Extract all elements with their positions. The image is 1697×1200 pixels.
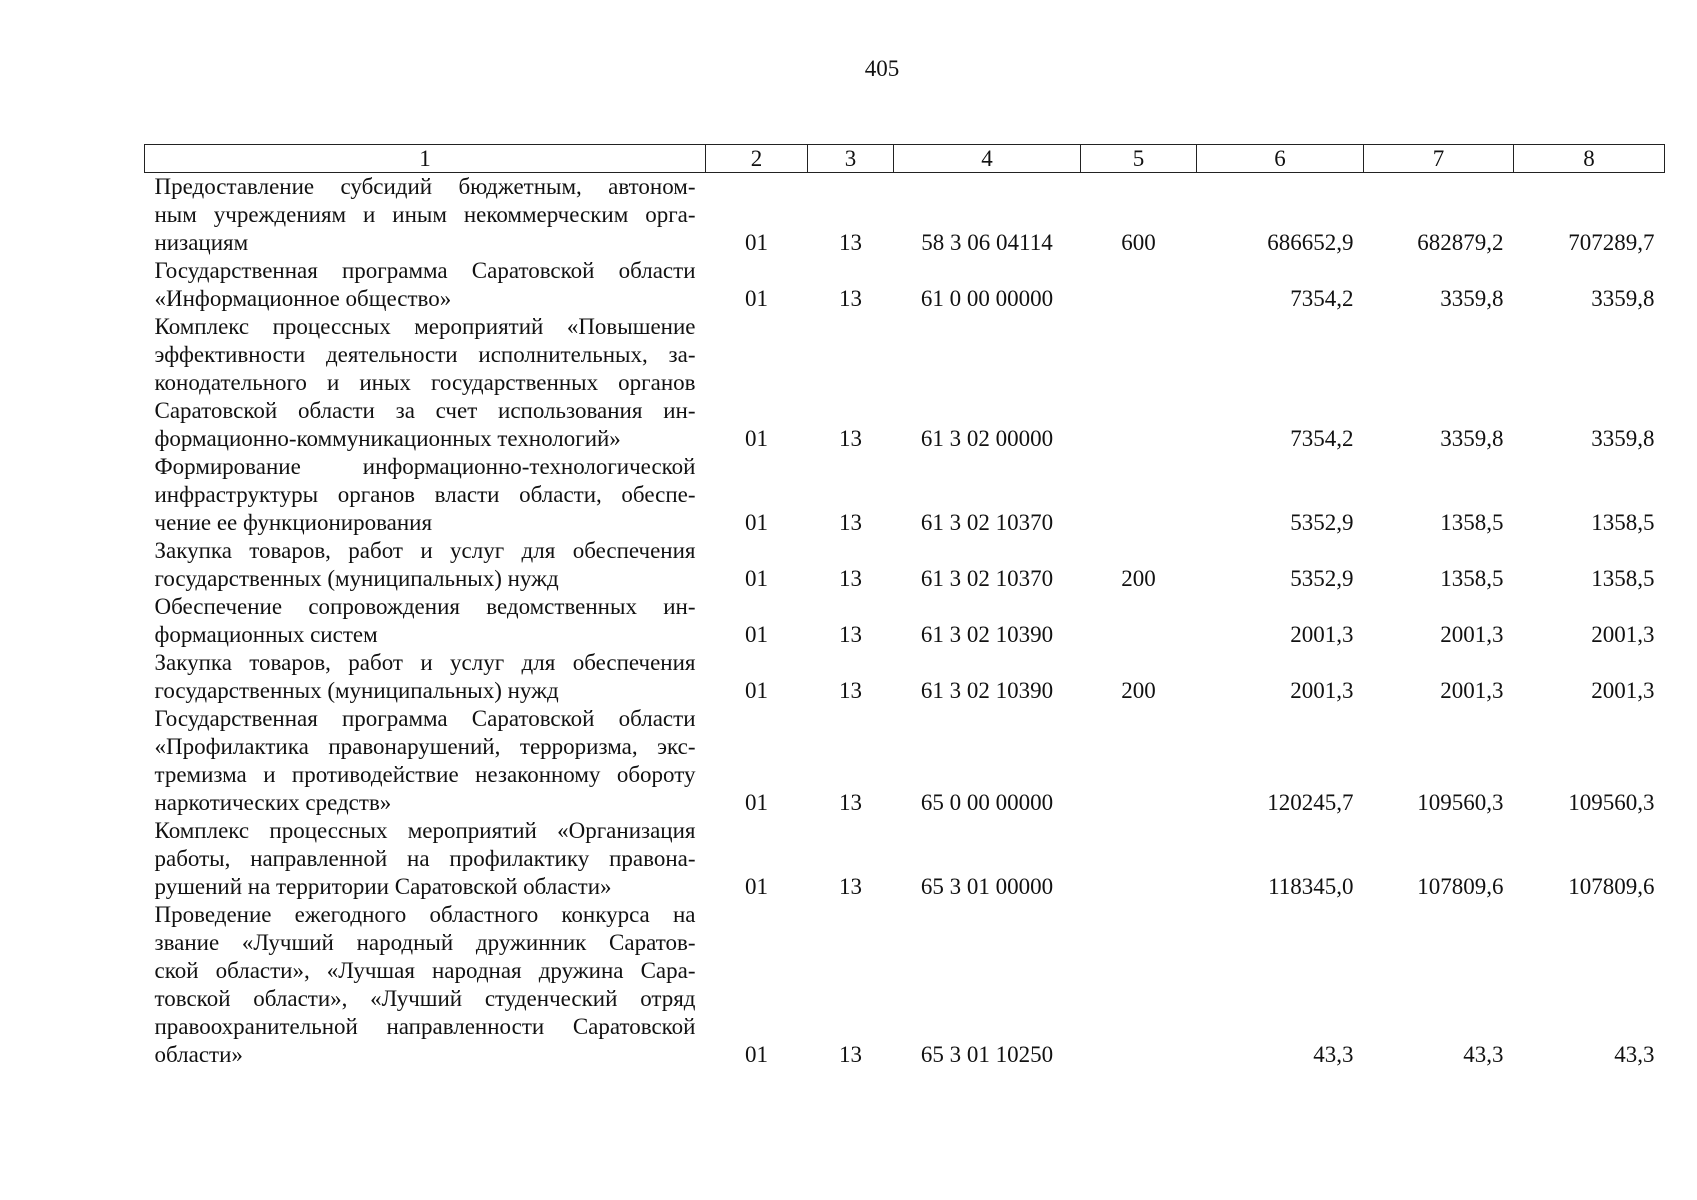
name-line: Закупка товаров, работ и услуг для обеспечения	[154, 650, 696, 675]
cell-amount-col6: 43,3	[1313, 1042, 1354, 1067]
table-row	[145, 173, 1665, 258]
cell-section: 01	[745, 678, 768, 703]
name-line: Комплекс процессных мероприятий «Организация	[154, 818, 696, 843]
name-line: «Профилактика правонарушений, терроризма, экс-	[154, 734, 696, 759]
cell-name	[145, 537, 706, 593]
cell-amount-col7: 2001,3	[1440, 678, 1504, 703]
cell-amount-col8: 2001,3	[1591, 622, 1655, 647]
cell-amount-col7: 43,3	[1463, 1042, 1504, 1067]
name-line: правоохранительной направленности Саратовской	[154, 1014, 696, 1039]
header-row	[145, 145, 1665, 173]
cell-expense-type	[1081, 817, 1197, 901]
name-line: области»	[154, 1042, 243, 1067]
cell-expense-type	[1081, 705, 1197, 817]
cell-target-article: 61 3 02 10390	[920, 622, 1054, 647]
cell-subsection: 13	[839, 1042, 862, 1067]
name-line: Комплекс процессных мероприятий «Повышение	[154, 314, 696, 339]
cell-amount-col6: 7354,2	[1290, 286, 1354, 311]
table-row	[145, 313, 1665, 453]
cell-amount-col7: 107809,6	[1417, 874, 1504, 899]
cell-section: 01	[745, 230, 768, 255]
cell-name	[145, 901, 706, 1069]
name-line: Проведение ежегодного областного конкурса на	[154, 902, 696, 927]
name-line: Государственная программа Саратовской области	[154, 706, 696, 731]
name-line: товской области», «Лучший студенческий отряд	[154, 986, 696, 1011]
cell-subsection: 13	[839, 510, 862, 535]
cell-subsection: 13	[839, 874, 862, 899]
name-line: инфраструктуры органов власти области, обеспе-	[154, 482, 696, 507]
column-header: 2	[706, 145, 808, 173]
cell-expense-type	[1081, 453, 1197, 537]
cell-section: 01	[745, 286, 768, 311]
name-line: низациям	[154, 230, 249, 255]
cell-target-article: 61 0 00 00000	[920, 286, 1054, 311]
cell-amount-col8: 2001,3	[1591, 678, 1655, 703]
cell-amount-col7: 109560,3	[1417, 790, 1504, 815]
cell-name	[145, 453, 706, 537]
column-header: 3	[808, 145, 894, 173]
name-line: Закупка товаров, работ и услуг для обеспечения	[154, 538, 696, 563]
name-line: чение ее функционирования	[154, 510, 433, 535]
cell-name	[145, 817, 706, 901]
name-line: Формирование информационно-технологической	[154, 454, 696, 479]
cell-subsection: 13	[839, 426, 862, 451]
name-line: наркотических средств»	[154, 790, 392, 815]
name-line: работы, направленной на профилактику правона-	[154, 846, 696, 871]
cell-subsection: 13	[839, 678, 862, 703]
table-row	[145, 593, 1665, 649]
name-line: рушений на территории Саратовской области»	[154, 874, 612, 899]
cell-amount-col8: 3359,8	[1591, 426, 1655, 451]
cell-amount-col6: 120245,7	[1267, 790, 1354, 815]
cell-section: 01	[745, 790, 768, 815]
name-line: Обеспечение сопровождения ведомственных ин-	[154, 594, 696, 619]
name-line: звание «Лучший народный дружинник Саратов-	[154, 930, 696, 955]
cell-amount-col6: 686652,9	[1267, 230, 1354, 255]
table-row	[145, 453, 1665, 537]
cell-expense-type: 200	[1121, 566, 1156, 591]
cell-amount-col8: 1358,5	[1591, 510, 1655, 535]
cell-target-article: 61 3 02 10390	[920, 678, 1054, 703]
name-line: тремизма и противодействие незаконному обороту	[154, 762, 696, 787]
name-line: конодательного и иных государственных органов	[154, 370, 696, 395]
name-line: Государственная программа Саратовской области	[154, 258, 696, 283]
cell-amount-col7: 3359,8	[1440, 286, 1504, 311]
cell-amount-col8: 3359,8	[1591, 286, 1655, 311]
column-header: 8	[1514, 145, 1665, 173]
cell-section: 01	[745, 510, 768, 535]
table-row	[145, 649, 1665, 705]
cell-section: 01	[745, 1042, 768, 1067]
cell-expense-type	[1081, 593, 1197, 649]
cell-target-article: 61 3 02 00000	[920, 426, 1054, 451]
page-number: 405	[864, 56, 900, 81]
table-row	[145, 257, 1665, 313]
column-header: 6	[1197, 145, 1364, 173]
table-row	[145, 537, 1665, 593]
cell-target-article: 61 3 02 10370	[920, 510, 1054, 535]
name-line: государственных (муниципальных) нужд	[154, 678, 559, 703]
cell-expense-type	[1081, 901, 1197, 1069]
cell-amount-col8: 107809,6	[1568, 874, 1655, 899]
name-line: формационных систем	[154, 622, 378, 647]
cell-subsection: 13	[839, 622, 862, 647]
cell-section: 01	[745, 566, 768, 591]
cell-subsection: 13	[839, 230, 862, 255]
cell-name	[145, 313, 706, 453]
cell-subsection: 13	[839, 286, 862, 311]
cell-amount-col7: 682879,2	[1417, 230, 1504, 255]
cell-amount-col6: 5352,9	[1290, 510, 1354, 535]
cell-amount-col7: 1358,5	[1440, 510, 1504, 535]
column-header: 1	[145, 145, 706, 173]
column-header: 4	[894, 145, 1081, 173]
name-line: формационно-коммуникационных технологий»	[154, 426, 621, 451]
table-body	[145, 173, 1665, 1070]
column-header: 7	[1364, 145, 1514, 173]
cell-name	[145, 257, 706, 313]
name-line: Предоставление субсидий бюджетным, автоном-	[154, 174, 696, 199]
cell-target-article: 61 3 02 10370	[920, 566, 1054, 591]
cell-name	[145, 649, 706, 705]
name-line: ской области», «Лучшая народная дружина Сара-	[154, 958, 696, 983]
cell-amount-col8: 43,3	[1614, 1042, 1655, 1067]
name-line: «Информационное общество»	[154, 286, 452, 311]
cell-amount-col6: 2001,3	[1290, 678, 1354, 703]
cell-target-article: 65 3 01 00000	[920, 874, 1054, 899]
cell-target-article: 58 3 06 04114	[921, 230, 1053, 255]
cell-amount-col8: 707289,7	[1568, 230, 1655, 255]
cell-name	[145, 705, 706, 817]
table-row	[145, 817, 1665, 901]
cell-name	[145, 593, 706, 649]
cell-expense-type: 200	[1121, 678, 1156, 703]
table-row	[145, 901, 1665, 1069]
cell-amount-col6: 118345,0	[1268, 874, 1354, 899]
cell-section: 01	[745, 622, 768, 647]
cell-amount-col7: 3359,8	[1440, 426, 1504, 451]
cell-amount-col6: 5352,9	[1290, 566, 1354, 591]
cell-subsection: 13	[839, 566, 862, 591]
cell-expense-type: 600	[1121, 230, 1156, 255]
budget-table	[144, 144, 1665, 1069]
column-header: 5	[1081, 145, 1197, 173]
cell-amount-col7: 2001,3	[1440, 622, 1504, 647]
cell-expense-type	[1081, 313, 1197, 453]
cell-section: 01	[745, 874, 768, 899]
name-line: государственных (муниципальных) нужд	[154, 566, 559, 591]
cell-name	[145, 173, 706, 258]
cell-subsection: 13	[839, 790, 862, 815]
cell-expense-type	[1081, 257, 1197, 313]
cell-target-article: 65 3 01 10250	[920, 1042, 1054, 1067]
cell-amount-col6: 7354,2	[1290, 426, 1354, 451]
name-line: эффективности деятельности исполнительных, за-	[154, 342, 696, 367]
cell-target-article: 65 0 00 00000	[920, 790, 1054, 815]
name-line: Саратовской области за счет использования ин-	[154, 398, 696, 423]
table-row	[145, 705, 1665, 817]
name-line: ным учреждениям и иным некоммерческим орга-	[154, 202, 696, 227]
cell-section: 01	[745, 426, 768, 451]
cell-amount-col8: 109560,3	[1568, 790, 1655, 815]
cell-amount-col6: 2001,3	[1290, 622, 1354, 647]
cell-amount-col8: 1358,5	[1591, 566, 1655, 591]
cell-amount-col7: 1358,5	[1440, 566, 1504, 591]
